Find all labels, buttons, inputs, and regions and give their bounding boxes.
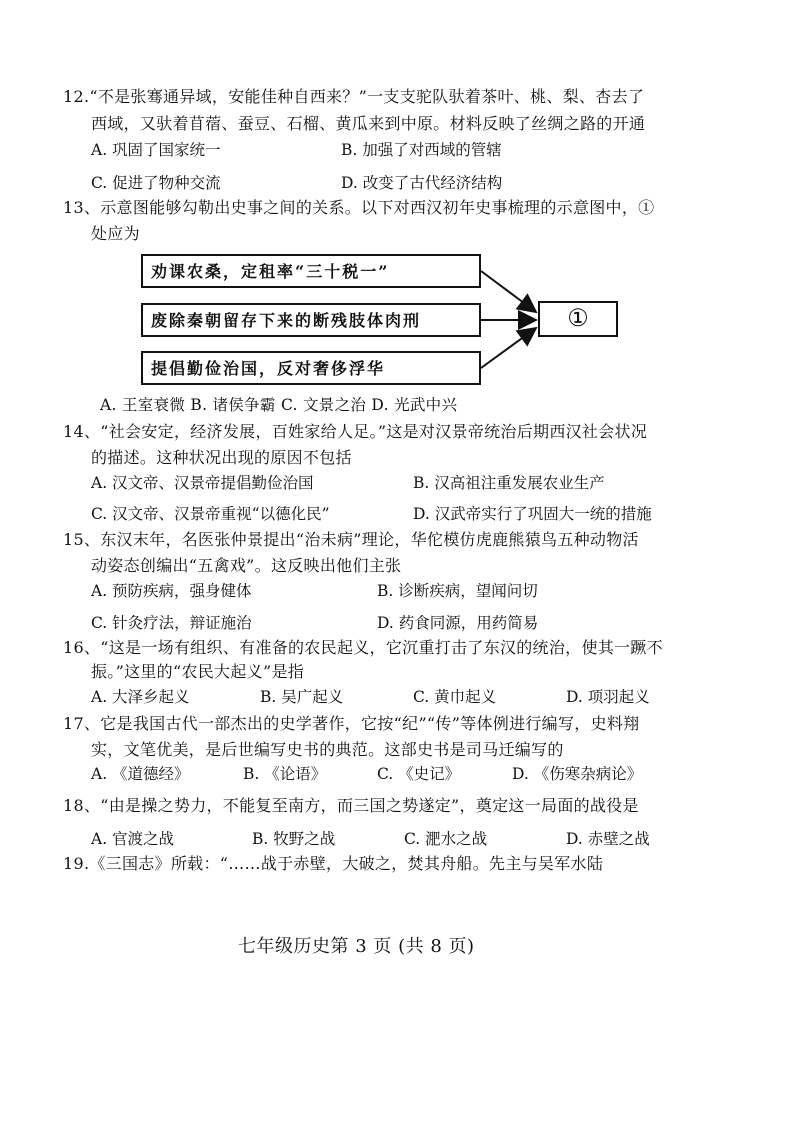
q17-option-d: D. 《伤寒杂病论》 [512, 765, 643, 783]
q15-option-d: D. 药食同源，用药简易 [377, 614, 539, 632]
q15-line1: 15、东汉末年，名医张仲景提出“治未病”理论，华佗模仿虎鹿熊猿鸟五种动物活 [63, 530, 639, 549]
q17-option-b: B. 《论语》 [243, 765, 327, 783]
q13-line2: 处应为 [91, 224, 140, 243]
q12-line1: 12.“不是张骞通异域，安能佳种自西来？”一支支驼队驮着茶叶、桃、梨、杏去了 [63, 87, 645, 106]
q15-option-c: C. 针灸疗法，辩证施治 [91, 614, 252, 632]
q14-line1: 14、“社会安定，经济发展，百姓家给人足。”这是对汉景帝统治后期西汉社会状况 [63, 422, 648, 441]
diagram-box-3: 提倡勤俭治国，反对奢侈浮华 [141, 351, 481, 385]
q17-line2: 实，文笔优美，是后世编写史书的典范。这部史书是司马迁编写的 [91, 740, 564, 759]
diagram-box-1: 劝课农桑，定租率“三十税一” [141, 254, 481, 288]
diagram-target-box: ① [538, 301, 618, 337]
q18-option-a: A. 官渡之战 [91, 830, 175, 848]
q16-line1: 16、“这是一场有组织、有准备的农民起义，它沉重打击了东汉的统治，使其一蹶不 [63, 638, 663, 657]
q16-option-c: C. 黄巾起义 [413, 688, 497, 706]
page-footer: 七年级历史第 3 页 (共 8 页) [238, 936, 475, 957]
q17-option-c: C. 《史记》 [377, 765, 461, 783]
q18-option-d: D. 赤壁之战 [566, 830, 650, 848]
q16-option-a: A. 大泽乡起义 [91, 688, 190, 706]
q14-option-b: B. 汉高祖注重发展农业生产 [413, 474, 605, 492]
q13-options: A. 王室衰微 B. 诸侯争霸 C. 文景之治 D. 光武中兴 [100, 396, 458, 414]
q18-line1: 18、“由是操之势力，不能复至南方，而三国之势遂定”，奠定这一局面的战役是 [63, 796, 639, 815]
q12-line2: 西域，又驮着苜蓿、蚕豆、石榴、黄瓜来到中原。材料反映了丝绸之路的开通 [91, 114, 646, 133]
arrow-3 [481, 328, 536, 368]
q15-option-b: B. 诊断疾病，望闻问切 [377, 582, 538, 600]
q14-option-a: A. 汉文帝、汉景帝提倡勤俭治国 [91, 474, 314, 492]
diagram-box-2: 废除秦朝留存下来的断残肢体肉刑 [141, 303, 481, 337]
q15-option-a: A. 预防疾病，强身健体 [91, 582, 252, 600]
q14-line2: 的描述。这种状况出现的原因不包括 [91, 448, 352, 467]
q18-option-c: C. 淝水之战 [404, 830, 488, 848]
q16-option-b: B. 吴广起义 [260, 688, 344, 706]
arrow-1 [481, 271, 536, 312]
q14-option-c: C. 汉文帝、汉景帝重视“以德化民” [91, 505, 330, 523]
q17-line1: 17、它是我国古代一部杰出的史学著作，它按“纪”“传”等体例进行编写，史料翔 [63, 714, 640, 733]
q15-line2: 动姿态创编出“五禽戏”。这反映出他们主张 [91, 556, 402, 575]
q12-option-a: A. 巩固了国家统一 [91, 141, 221, 159]
q13-line1: 13、示意图能够勾勒出史事之间的关系。以下对西汉初年史事梳理的示意图中，① [63, 198, 655, 217]
q14-option-d: D. 汉武帝实行了巩固大一统的措施 [413, 505, 652, 523]
q12-option-d: D. 改变了古代经济结构 [341, 174, 503, 192]
q18-option-b: B. 牧野之战 [252, 830, 336, 848]
q12-option-c: C. 促进了物种交流 [91, 174, 221, 192]
q12-option-b: B. 加强了对西域的管辖 [341, 141, 502, 159]
q17-option-a: A. 《道德经》 [91, 765, 190, 783]
q16-line2: 振。”这里的“农民大起义”是指 [91, 662, 305, 681]
q16-option-d: D. 项羽起义 [566, 688, 650, 706]
q19-line1: 19.《三国志》所载：“……战于赤壁，大破之，焚其舟船。先主与吴军水陆 [63, 854, 604, 873]
